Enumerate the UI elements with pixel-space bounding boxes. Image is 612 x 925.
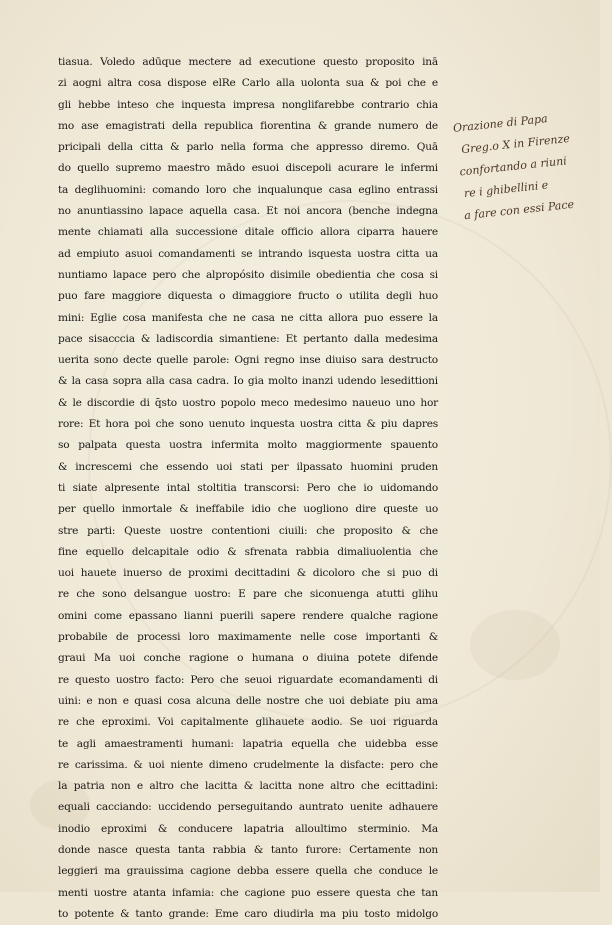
text-line: zi aogni altra cosa dispose elRe Carlo alla uolonta sua & poi che e [58, 77, 438, 90]
text-line: pace sisacccia & ladiscordia simantiene: Et pertanto dalla medesima [58, 332, 438, 345]
marginal-note-line: a fare con essi Pace [463, 197, 575, 223]
text-line: & la casa sopra alla casa cadra. Io gia molto inanzi udendo lesedittioni [58, 375, 438, 388]
text-line: ti siate alpresente intal stoltitia transcorsi: Pero che io uidomando [58, 481, 438, 494]
handwritten-marginal-note [452, 103, 609, 228]
paper-stain [470, 610, 560, 680]
text-line: re che sono delsangue uostro: E pare che siconuenga atutti glihu [58, 588, 438, 601]
text-line: & increscemi che essendo uoi stati per ilpassato huomini pruden [58, 460, 438, 473]
marginal-note-line: Orazione di Papa [452, 112, 549, 135]
text-line: inodio eproximi & conducere lapatria alloultimo sterminio. Ma [58, 822, 438, 835]
text-line: do quello supremo maestro mādo esuoi discepoli acurare le infermi [58, 162, 438, 175]
text-line: menti uostre atanta infamia: che cagione puo essere questa che tan [58, 886, 438, 899]
text-line: equali cacciando: uccidendo perseguitando auntrato uenite adhauere [58, 801, 438, 814]
text-line: re che eproximi. Voi capitalmente glihauete aodio. Se uoi riguarda [58, 716, 438, 729]
text-line: & le discordie di q̄sto uostro popolo meco medesimo naueuo uno hor [58, 396, 438, 409]
text-line: no anuntiassino lapace aquella casa. Et noi ancora (benche indegna [58, 205, 438, 218]
printed-text-block [58, 52, 438, 925]
marginal-note-line: Greg.o X in Firenze [460, 131, 571, 157]
text-line: uoi hauete inuerso de proximi decittadini & dicoloro che si puo di [58, 567, 438, 580]
marginal-note-line: re i ghibellini e [463, 178, 549, 201]
text-line: ad empiuto asuoi comandamenti se intrando isquesta uostra citta ua [58, 247, 438, 260]
text-line: so palpata questa uostra infermita molto maggiormente spauento [58, 439, 438, 452]
text-line: te agli amaestramenti humani: lapatria equella che uidebba esse [58, 737, 438, 750]
text-line: stre parti: Queste uostre contentioni ciuili: che proposito & che [58, 524, 438, 537]
text-line: pricipali della citta & parlo nella forma che appresso diremo. Quā [58, 141, 438, 154]
text-line: mente chiamati alla successione ditale officio allora ciparra hauere [58, 226, 438, 239]
text-line: nuntiamo lapace pero che alpropósito disimile obedientia che cosa si [58, 268, 438, 281]
text-line: donde nasce questa tanta rabbia & tanto furore: Certamente non [58, 843, 438, 856]
text-line: re carissima. & uoi niente dimeno crudelmente la disfacte: pero che [58, 758, 438, 771]
text-line: omini come epassano lianni puerili sapere rendere qualche ragione [58, 609, 438, 622]
text-line: graui Ma uoi conche ragione o humana o diuina potete difende [58, 652, 438, 665]
text-line: la patria non e altro che lacitta & lacitta none altro che ecittadini: [58, 780, 438, 793]
text-line: uini: e non e quasi cosa alcuna delle nostre che uoi debiate piu ama [58, 694, 438, 707]
text-line: leggieri ma grauissima cagione debba essere quella che conduce le [58, 865, 438, 878]
text-line: mo ase emagistrati della republica fiorentina & grande numero de [58, 119, 438, 132]
text-line: tiasua. Voledo adūque mectere ad executione questo proposito inā [58, 56, 438, 68]
text-line: rore: Et hora poi che sono uenuto inquesta uostra citta & piu dapres [58, 418, 438, 431]
text-line: ta deglihuomini: comando loro che inqualunque casa eglino entrassi [58, 183, 438, 196]
text-line: to potente & tanto grande: Eme caro diudirla ma piu tosto midolgo [58, 907, 438, 920]
marginal-note-line: confortando a riuni [459, 154, 568, 179]
text-line: fine equello delcapitale odio & sfrenata rabbia dimaliuolentia che [58, 545, 438, 558]
text-line: puo fare maggiore diquesta o dimaggiore fructo o utilita degli huo [58, 290, 438, 303]
text-line: per quello inmortale & ineffabile idio che uogliono dire queste uo [58, 503, 438, 516]
text-line: uerita sono decte quelle parole: Ogni regno inse diuiso sara destructo [58, 354, 438, 367]
text-line: re questo uostro facto: Pero che seuoi riguardate ecomandamenti di [58, 673, 438, 686]
text-line: mini: Eglie cosa manifesta che ne casa ne citta allora puo essere la [58, 311, 438, 324]
text-line: probabile de processi loro maximamente nelle cose importanti & [58, 631, 438, 644]
text-line: gli hebbe inteso che inquesta impresa nonglifarebbe contrario chia [58, 98, 438, 111]
